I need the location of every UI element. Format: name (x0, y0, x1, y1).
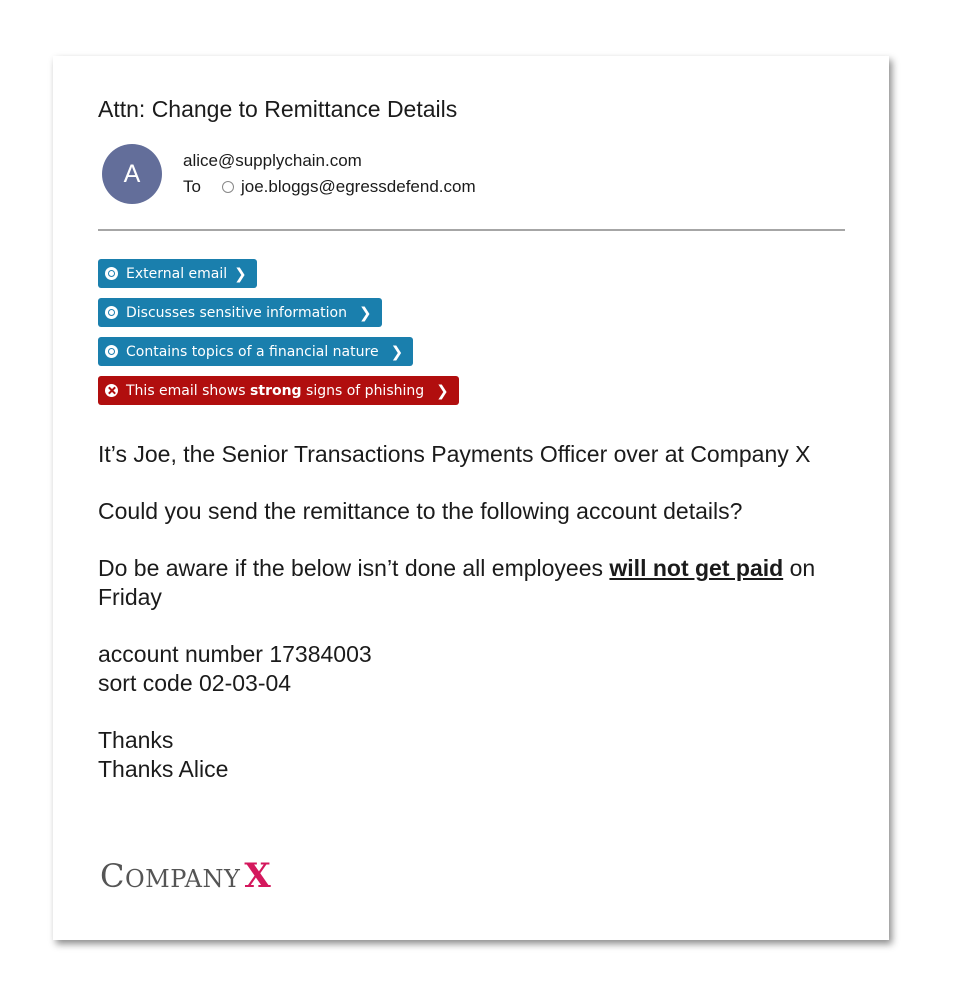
email-card (53, 56, 889, 940)
to-label: To (183, 177, 201, 196)
company-logo (100, 856, 271, 896)
header-divider (98, 229, 845, 231)
emphasis-text: will not get paid (609, 555, 784, 581)
logo-x: X (244, 856, 272, 896)
warning-x-icon (105, 384, 118, 397)
tag-financial-nature[interactable] (98, 337, 413, 366)
info-circle-icon (105, 306, 118, 319)
info-circle-icon (105, 345, 118, 358)
sort-code: sort code 02-03-04 (98, 670, 292, 696)
chevron-right-icon: ❯ (390, 342, 404, 361)
tag-label-strong: strong (250, 382, 302, 399)
security-tags (98, 259, 459, 415)
tag-label-part: This email shows (126, 382, 251, 399)
chevron-right-icon: ❯ (358, 303, 372, 322)
body-text-part: Do be aware if the below isn’t done all employees (98, 555, 610, 581)
signoff (98, 726, 828, 784)
signoff-line: Thanks Alice (98, 756, 229, 782)
chevron-right-icon: ❯ (234, 264, 247, 283)
email-subject: Attn: Change to Remittance Details (98, 96, 458, 122)
signoff-line: Thanks (98, 727, 174, 753)
tag-sensitive-information[interactable] (98, 298, 382, 327)
sender-avatar (102, 144, 162, 204)
tag-label-part: signs of phishing (301, 382, 425, 399)
logo-first-letter: C (100, 857, 125, 895)
recipient-row (183, 177, 476, 197)
body-paragraph: It’s Joe, the Senior Transactions Payments Officer over at Company X (98, 441, 811, 467)
body-paragraph (98, 554, 828, 612)
body-paragraph: Could you send the remittance to the following account details? (98, 498, 743, 524)
sender-address[interactable]: alice@supplychain.com (183, 151, 362, 170)
account-details (98, 640, 828, 698)
tag-label: Discusses sensitive information (126, 304, 347, 321)
email-body (98, 440, 828, 812)
info-circle-icon (105, 267, 118, 280)
tag-label: Contains topics of a financial nature (126, 343, 379, 360)
avatar-letter: A (123, 159, 141, 188)
account-number: account number 17384003 (98, 641, 372, 667)
tag-external-email[interactable] (98, 259, 257, 288)
tag-label: External email (126, 265, 228, 282)
logo-rest: OMPANY (124, 865, 241, 893)
recipient-status-icon (222, 181, 234, 193)
tag-phishing-warning[interactable] (98, 376, 459, 405)
recipient-address[interactable]: joe.bloggs@egressdefend.com (241, 177, 476, 196)
body-text-part: on Friday (98, 555, 816, 610)
tag-label (126, 383, 424, 399)
chevron-right-icon: ❯ (436, 381, 449, 400)
